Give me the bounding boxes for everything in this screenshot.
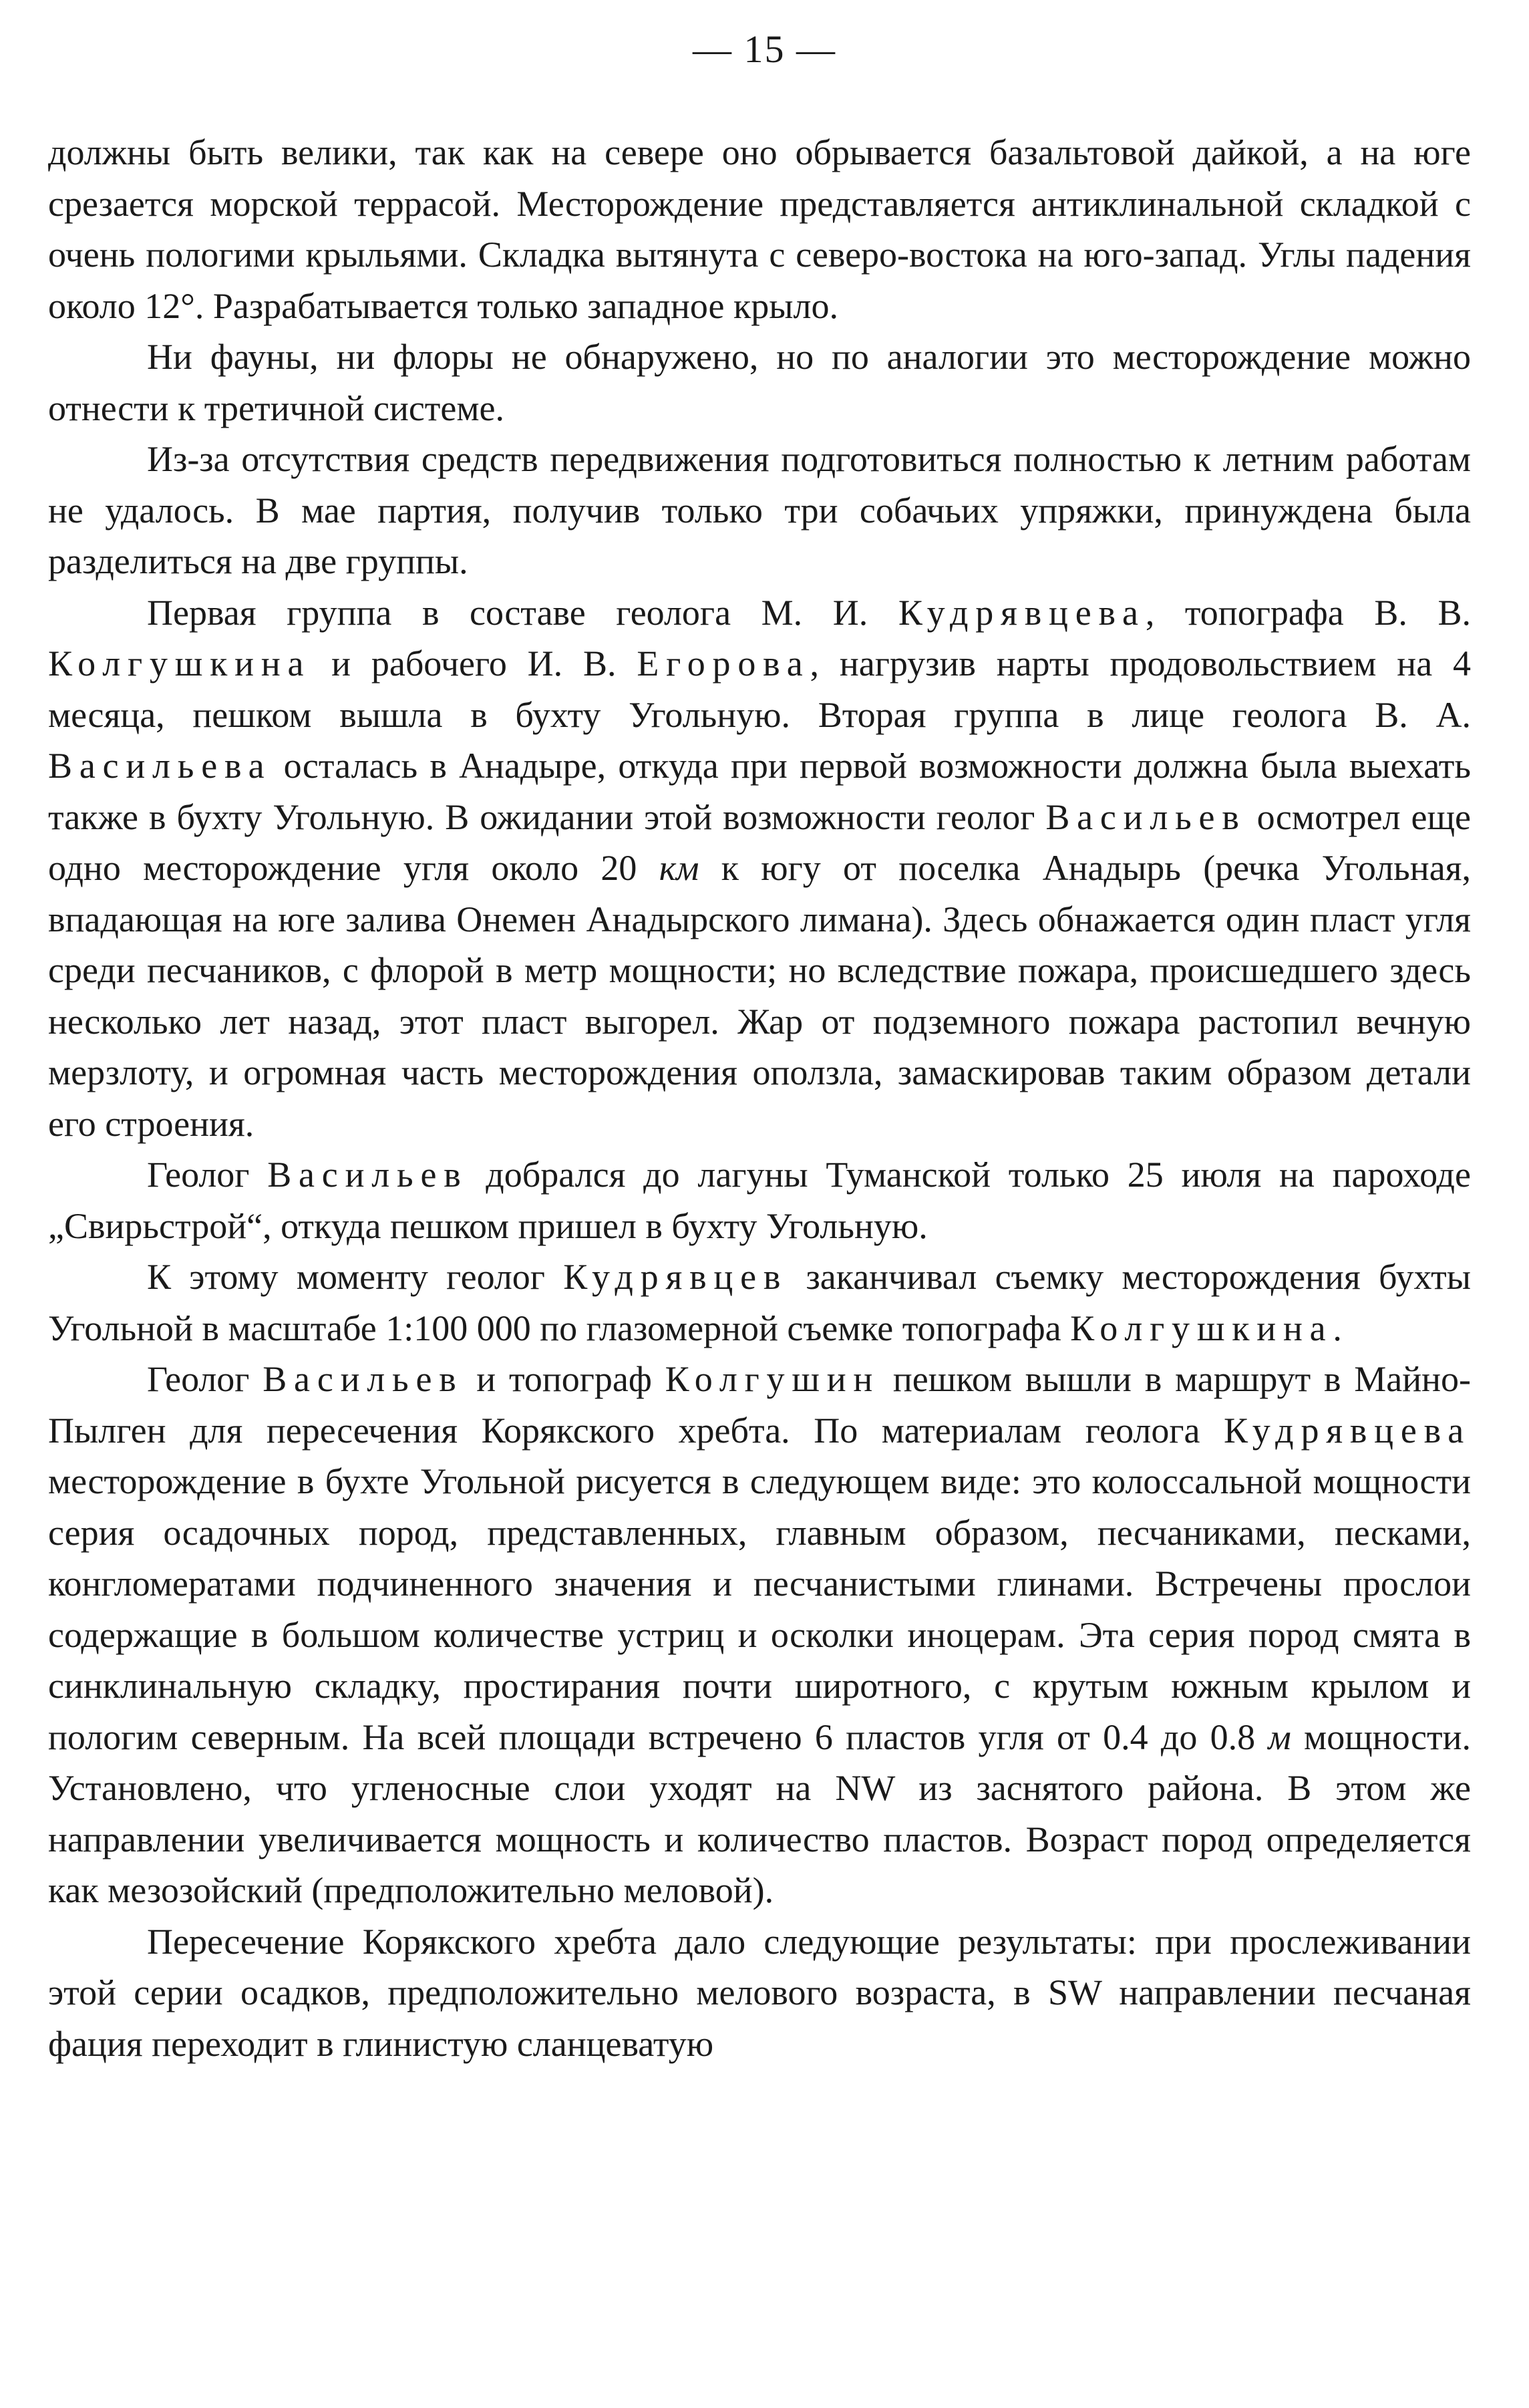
paragraph xyxy=(48,1916,1471,2070)
spaced-name: Егорова xyxy=(637,643,810,684)
paragraph-text: , топографа В. В. xyxy=(1145,592,1471,633)
spaced-name: Колгушин xyxy=(665,1359,880,1399)
paragraph-text: Геолог xyxy=(147,1155,268,1195)
paragraph xyxy=(48,1354,1471,1916)
paragraph-text: К этому моменту геолог xyxy=(147,1257,564,1297)
paragraph-text: Первая группа в составе геолога М. И. xyxy=(147,592,898,633)
paragraph-text: месторождение в бухте Угольной рисуется в следующем виде: это колоссальной мощности серия осадочных пород, представленных, главным образом, песчаниками, песками, конгломератами подчиненного значения и песчанистыми глинами. Встречены прослои содержащие в большом количестве устриц и осколки иноцерам. Эта серия пород смята в синклинальную складку, простирания почти широтного, с крутым южным крылом и пологим северным. На всей площади встречено 6 пластов угля от 0.4 до 0.8 xyxy=(48,1461,1471,1757)
paragraph-text: и топограф xyxy=(463,1359,665,1399)
paragraph-text: мощности. Установлено, что угленосные слои уходят на NW из заснятого района. В этом же направлении увеличивается мощность и количество пластов. Возраст пород определяется как мезозойский (предположительно меловой). xyxy=(48,1716,1472,1910)
paragraph-text: Ни фауны, ни флоры не обнаружено, но по аналогии это месторождение можно отнести к третичной системе. xyxy=(48,337,1471,428)
paragraph-text: . xyxy=(1333,1308,1342,1348)
paragraph xyxy=(48,1251,1471,1354)
paragraph xyxy=(48,127,1471,331)
paragraph-text: Пересечение Корякского хребта дало следующие результаты: при прослеживании этой серии осадков, предположительно мелового возраста, в SW направлении песчаная фация переходит в глинистую сланцеватую xyxy=(48,1921,1471,2064)
spaced-name: Колгушкина xyxy=(1070,1308,1333,1348)
paragraph-text: заканчивал съемку месторождения бухты Угольной в масштабе 1:100 000 по глазомерной съемке топографа xyxy=(48,1257,1471,1348)
paragraph-text: и рабочего И. В. xyxy=(311,643,637,684)
spaced-name: Васильев xyxy=(267,1155,468,1195)
paragraph-text: пешком вышли в маршрут в Майно-Пылген для пересечения Корякского хребта. По материалам геолога xyxy=(48,1359,1471,1451)
spaced-name: Кудрявцев xyxy=(563,1257,788,1297)
spaced-name: Васильева xyxy=(48,746,272,786)
page-number: — 15 — xyxy=(693,27,836,71)
paragraph-text: должны быть велики, так как на севере оно обрывается базальтовой дайкой, а на юге срезается морской террасой. Месторождение представляется антиклинальной складкой с очень пологими крыльями. Складка вытянута с северо-востока на юго-запад. Углы падения около 12°. Разрабатывается только западное крыло. xyxy=(48,132,1471,326)
paragraph xyxy=(48,434,1471,587)
spaced-name: Кудрявцева xyxy=(898,592,1146,633)
paragraph-text: Из-за отсутствия средств передвижения подготовиться полностью к летним работам не удалось. В мае партия, получив только три собачьих упряжки, принуждена была разделиться на две группы. xyxy=(48,439,1471,581)
paragraph-text: осмотрел еще одно месторождение угля около 20 xyxy=(48,796,1472,888)
paragraph-text: к югу от поселка Анадырь (речка Угольная, впадающая на юге залива Онемен Анадырского лимана). Здесь обнажается один пласт угля среди песчаников, с флорой в метр мощности; но вследствие пожара, происшедшего здесь несколько лет назад, этот пласт выгорел. Жар от подземного пожара растопил вечную мерзлоту, и огромная часть месторождения оползла, замаскировав таким образом детали его строения. xyxy=(48,848,1471,1144)
paragraph-text: добрался до лагуны Туманской только 25 июля на пароходе „Свирьстрой“, откуда пешком пришел в бухту Угольную. xyxy=(48,1155,1471,1246)
paragraph-text: , нагрузив нарты продовольствием на 4 месяца, пешком вышла в бухту Угольную. Вторая группа в лице геолога В. А. xyxy=(48,643,1471,735)
paragraph-text: осталась в Анадыре, откуда при первой возможности должна была выехать также в бухту Угольную. В ожидании этой возможности геолог xyxy=(48,746,1471,837)
paragraph xyxy=(48,1149,1471,1251)
unit-text: км xyxy=(659,848,699,888)
paragraph-text: Геолог xyxy=(147,1359,263,1399)
body-text xyxy=(48,127,1471,2069)
unit-text: м xyxy=(1268,1716,1291,1757)
spaced-name: Кудрявцева xyxy=(1224,1410,1471,1451)
spaced-name: Васильев xyxy=(263,1359,464,1399)
paragraph xyxy=(48,331,1471,434)
spaced-name: Колгушкина xyxy=(48,643,311,684)
spaced-name: Васильев xyxy=(1045,796,1246,837)
paragraph xyxy=(48,587,1471,1150)
